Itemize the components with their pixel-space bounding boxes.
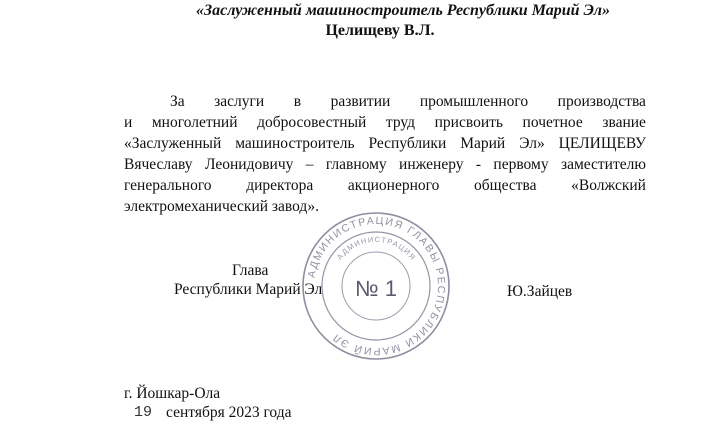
word: За	[170, 93, 185, 110]
word: заместителю	[560, 156, 646, 173]
date-day: 19	[134, 404, 153, 421]
word: звание	[602, 114, 646, 131]
word: «Заслуженный	[124, 135, 222, 152]
seal-number: № 1	[355, 276, 397, 301]
word: ЦЕЛИЩЕВУ	[558, 135, 646, 152]
word: Республики	[368, 135, 447, 152]
word: директора	[246, 177, 314, 194]
word: генерального	[124, 177, 212, 194]
word: Леонидовичу	[204, 156, 294, 173]
decree-line-5	[124, 177, 646, 195]
word: в	[293, 93, 302, 110]
word: Вячеславу	[124, 156, 193, 173]
recipient-name: Целищеву В.Л.	[325, 22, 435, 39]
word: производства	[557, 93, 646, 110]
word: развитии	[330, 93, 391, 110]
svg-text:АДМИНИСТРАЦИЯ	[335, 235, 418, 262]
decree-line-4	[124, 156, 646, 174]
official-seal-stamp	[300, 210, 452, 362]
word: добросовестный	[257, 114, 367, 131]
word: инженеру	[399, 156, 464, 173]
word: промышленного	[419, 93, 529, 110]
date-month-year: сентября 2023 года	[166, 404, 292, 421]
word: машиностроитель	[235, 135, 355, 152]
word: главному	[325, 156, 387, 173]
decree-line-2	[124, 114, 646, 132]
word: многолетний	[151, 114, 238, 131]
decree-line-6	[124, 198, 319, 216]
word: почетное	[522, 114, 583, 131]
word: акционерного	[347, 177, 440, 194]
signatory-position-line2: Республики Марий Эл	[174, 281, 323, 298]
word: –	[305, 156, 314, 173]
word: первому	[493, 156, 549, 173]
word: присвоить	[434, 114, 503, 131]
word: -	[475, 156, 482, 173]
word: «Волжский	[571, 177, 646, 194]
decree-line-1	[170, 93, 646, 111]
word: электромеханический завод».	[124, 198, 319, 215]
seal-ring-text: АДМИНИСТРАЦИЯ ГЛАВЫ РЕСПУБЛИКИ МАРИЙ ЭЛ	[305, 214, 448, 358]
seal-inner-text: АДМИНИСТРАЦИЯ	[334, 234, 418, 263]
signatory-position-line1: Глава	[232, 262, 269, 279]
decree-line-3	[124, 135, 646, 153]
word: заслуги	[214, 93, 265, 110]
city: г. Йошкар-Ола	[124, 385, 221, 402]
word: общества	[474, 177, 537, 194]
word: Марий	[460, 135, 506, 152]
word: труд	[385, 114, 416, 131]
word: Эл»	[519, 135, 545, 152]
document-title-line: «Заслуженный машиностроитель Республики Марий Эл»	[195, 2, 610, 19]
word: и	[124, 114, 133, 131]
signatory-name: Ю.Зайцев	[507, 283, 573, 300]
